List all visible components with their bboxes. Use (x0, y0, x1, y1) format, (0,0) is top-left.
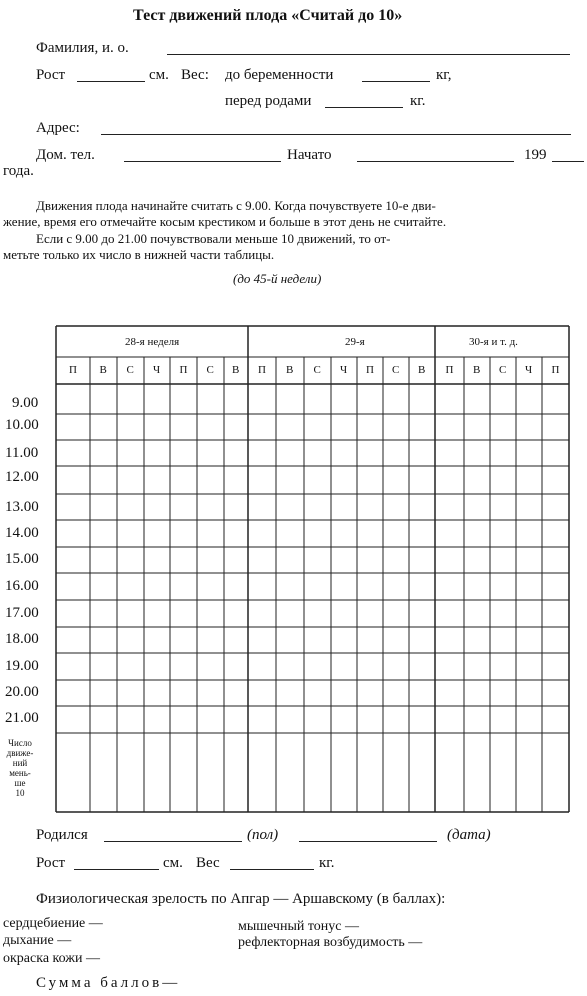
weight-unit-2: кг. (410, 93, 426, 109)
day-header: С (206, 364, 214, 376)
instructions-line-1: Движения плода начинайте считать с 9.00. Когда почувствуете 10-е дви- (36, 198, 436, 213)
heartbeat-label: сердцебиение — (3, 916, 103, 931)
baby-height-unit: см. (163, 855, 183, 871)
hour-label: 11.00 (5, 445, 39, 461)
phone-label: Дом. тел. (36, 147, 95, 163)
count-label-line: ний (12, 758, 28, 768)
week-header-28: 28-я неделя (125, 336, 180, 348)
hour-label: 18.00 (5, 631, 39, 647)
day-header: П (179, 364, 188, 376)
hour-label: 14.00 (5, 525, 39, 541)
total-score-label: Сумма баллов— (36, 975, 181, 991)
day-header: С (392, 364, 400, 376)
day-header: В (418, 364, 426, 376)
baby-weight-field[interactable] (230, 869, 314, 870)
day-header: С (126, 364, 134, 376)
day-header: Ч (525, 364, 533, 376)
day-header: П (551, 364, 560, 376)
sex-label: (пол) (247, 827, 279, 843)
page-title: Тест движений плода «Считай до 10» (133, 7, 403, 24)
height-label: Рост (36, 67, 66, 83)
day-header: П (445, 364, 454, 376)
hour-label: 16.00 (5, 578, 39, 594)
before-birth-label: перед родами (225, 93, 312, 109)
day-header: С (499, 364, 507, 376)
weight-label: Вес: (181, 67, 209, 83)
hour-label: 19.00 (5, 658, 39, 674)
birth-date-field[interactable] (299, 841, 437, 842)
count-label-line: Число (8, 738, 32, 748)
week-limit-note: (до 45-й недели) (233, 271, 322, 286)
baby-height-field[interactable] (74, 869, 159, 870)
hour-label: 9.00 (12, 395, 39, 411)
hour-label: 17.00 (5, 605, 39, 621)
instructions-line-4: метьте только их число в нижней части таблицы. (3, 247, 275, 262)
height-unit: см. (149, 67, 169, 83)
apgar-heading: Физиологическая зрелость по Апгар — Аршавскому (в баллах): (36, 891, 446, 907)
hour-label: 20.00 (5, 684, 39, 700)
baby-weight-unit: кг. (319, 855, 335, 871)
year-prefix: 199 (524, 147, 547, 163)
baby-weight-label: Вес (196, 855, 220, 871)
day-header: Ч (153, 364, 161, 376)
reflex-label: рефлекторная возбудимость — (238, 935, 423, 950)
day-header: В (286, 364, 294, 376)
day-header: В (473, 364, 481, 376)
start-label: Начато (287, 147, 332, 163)
hour-label: 21.00 (5, 710, 39, 726)
skin-color-label: окраска кожи — (3, 951, 100, 966)
day-header: В (99, 364, 107, 376)
instructions-line-3: Если с 9.00 до 21.00 почувствовали меньше 10 движений, то от- (36, 231, 391, 246)
hour-label: 10.00 (5, 417, 39, 433)
hour-label: 15.00 (5, 551, 39, 567)
address-label: Адрес: (36, 120, 80, 136)
day-header: П (69, 364, 77, 376)
day-header: Ч (340, 364, 348, 376)
year-label: года. (3, 163, 34, 179)
before-pregnancy-label: до беременности (225, 67, 334, 83)
day-header: С (313, 364, 321, 376)
day-header: П (366, 364, 374, 376)
count-label-line: 10 (15, 788, 25, 798)
count-less-than-10-label (0, 738, 40, 798)
hour-label: 13.00 (5, 499, 39, 515)
breathing-label: дыхание — (3, 933, 72, 948)
hour-label: 12.00 (5, 469, 39, 485)
weight-unit: кг, (436, 67, 452, 83)
count-label-line: мень- (9, 768, 31, 778)
count-label-line: движе- (6, 748, 34, 758)
muscle-tone-label: мышечный тонус — (238, 919, 359, 934)
baby-height-label: Рост (36, 855, 66, 871)
surname-label: Фамилия, и. о. (36, 40, 129, 56)
week-header-30: 30-я и т. д. (469, 336, 518, 348)
day-header: П (258, 364, 266, 376)
day-header: В (232, 364, 240, 376)
week-header-29: 29-я (345, 336, 365, 348)
born-label: Родился (36, 827, 88, 843)
count-label-line: ше (14, 778, 26, 788)
instructions-line-2: жение, время его отмечайте косым крестиком и больше в этот день не считайте. (3, 214, 447, 229)
sex-field[interactable] (104, 841, 242, 842)
date-label: (дата) (447, 827, 491, 843)
